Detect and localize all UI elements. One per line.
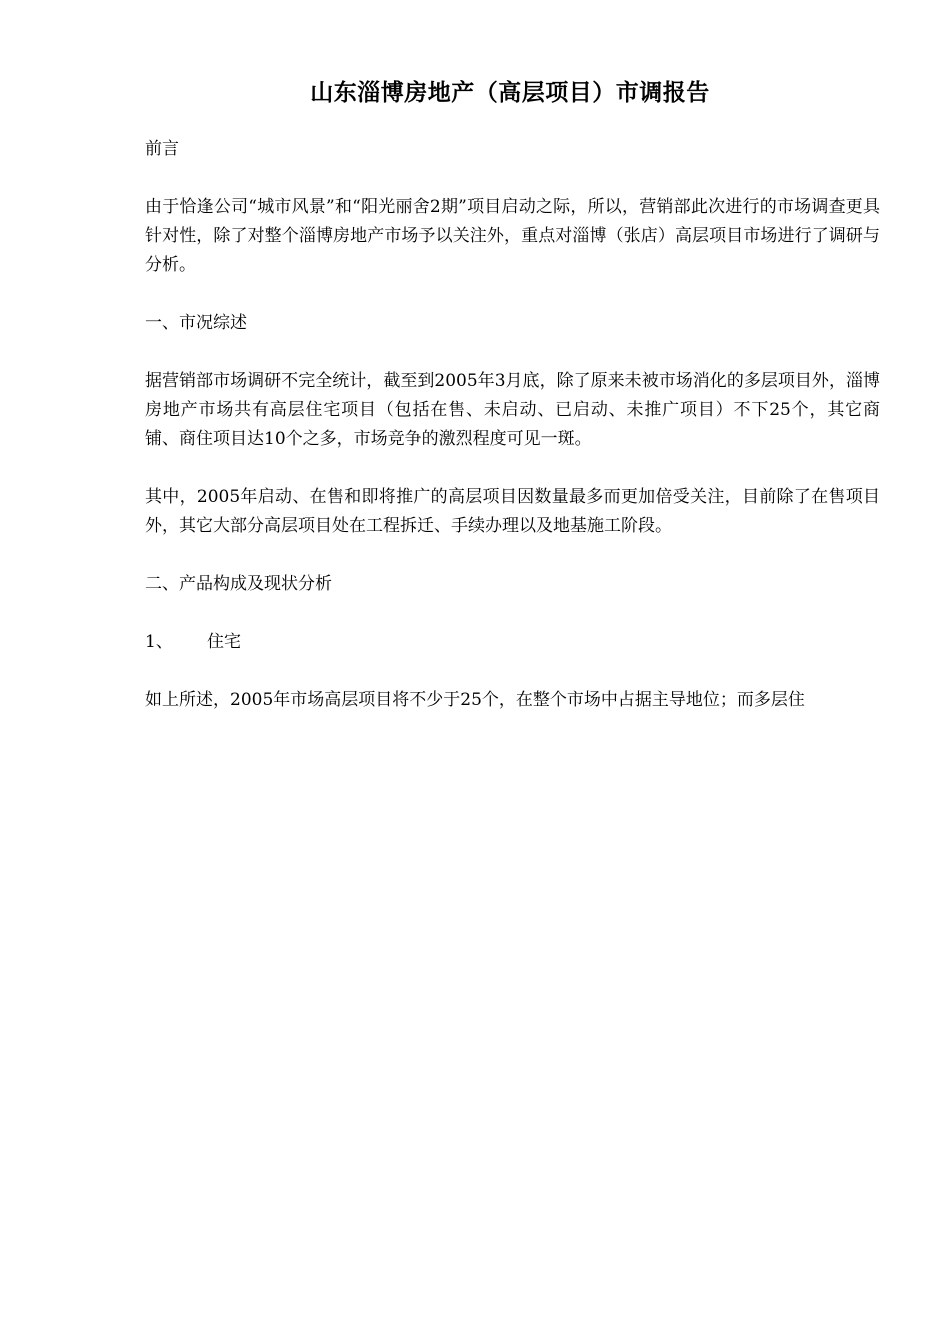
preface-paragraph: 由于恰逢公司“城市风景”和“阳光丽舍2期”项目启动之际，所以，营销部此次进行的市场调查更具针对性，除了对整个淄博房地产市场予以关注外，重点对淄博（张店）高层项目市场进行了调研与分析。 [145,197,880,275]
preface-heading: 前言 [145,139,179,159]
subsection-1-number: 1、 [145,632,173,652]
section-1-paragraph-1: 据营销部市场调研不完全统计，截至到2005年3月底，除了原来未被市场消化的多层项目外，淄博房地产市场共有高层住宅项目（包括在售、未启动、已启动、未推广项目）不下25个，其它商铺、商住项目达10个之多，市场竞争的激烈程度可见一斑。 [145,371,880,449]
subsection-1-paragraph: 如上所述，2005年市场高层项目将不少于25个，在整个市场中占据主导地位；而多层住 [145,690,805,710]
section-1-heading: 一、市况综述 [145,313,247,333]
section-2-heading: 二、产品构成及现状分析 [145,574,332,594]
document-body [145,135,880,744]
section-1-paragraph-2: 其中，2005年启动、在售和即将推广的高层项目因数量最多而更加倍受关注，目前除了在售项目外，其它大部分高层项目处在工程拆迁、手续办理以及地基施工阶段。 [145,487,880,536]
subsection-1-label: 住宅 [207,632,241,652]
subsection-1-heading [145,628,880,657]
document-title: 山东淄博房地产（高层项目）市调报告 [310,79,710,106]
